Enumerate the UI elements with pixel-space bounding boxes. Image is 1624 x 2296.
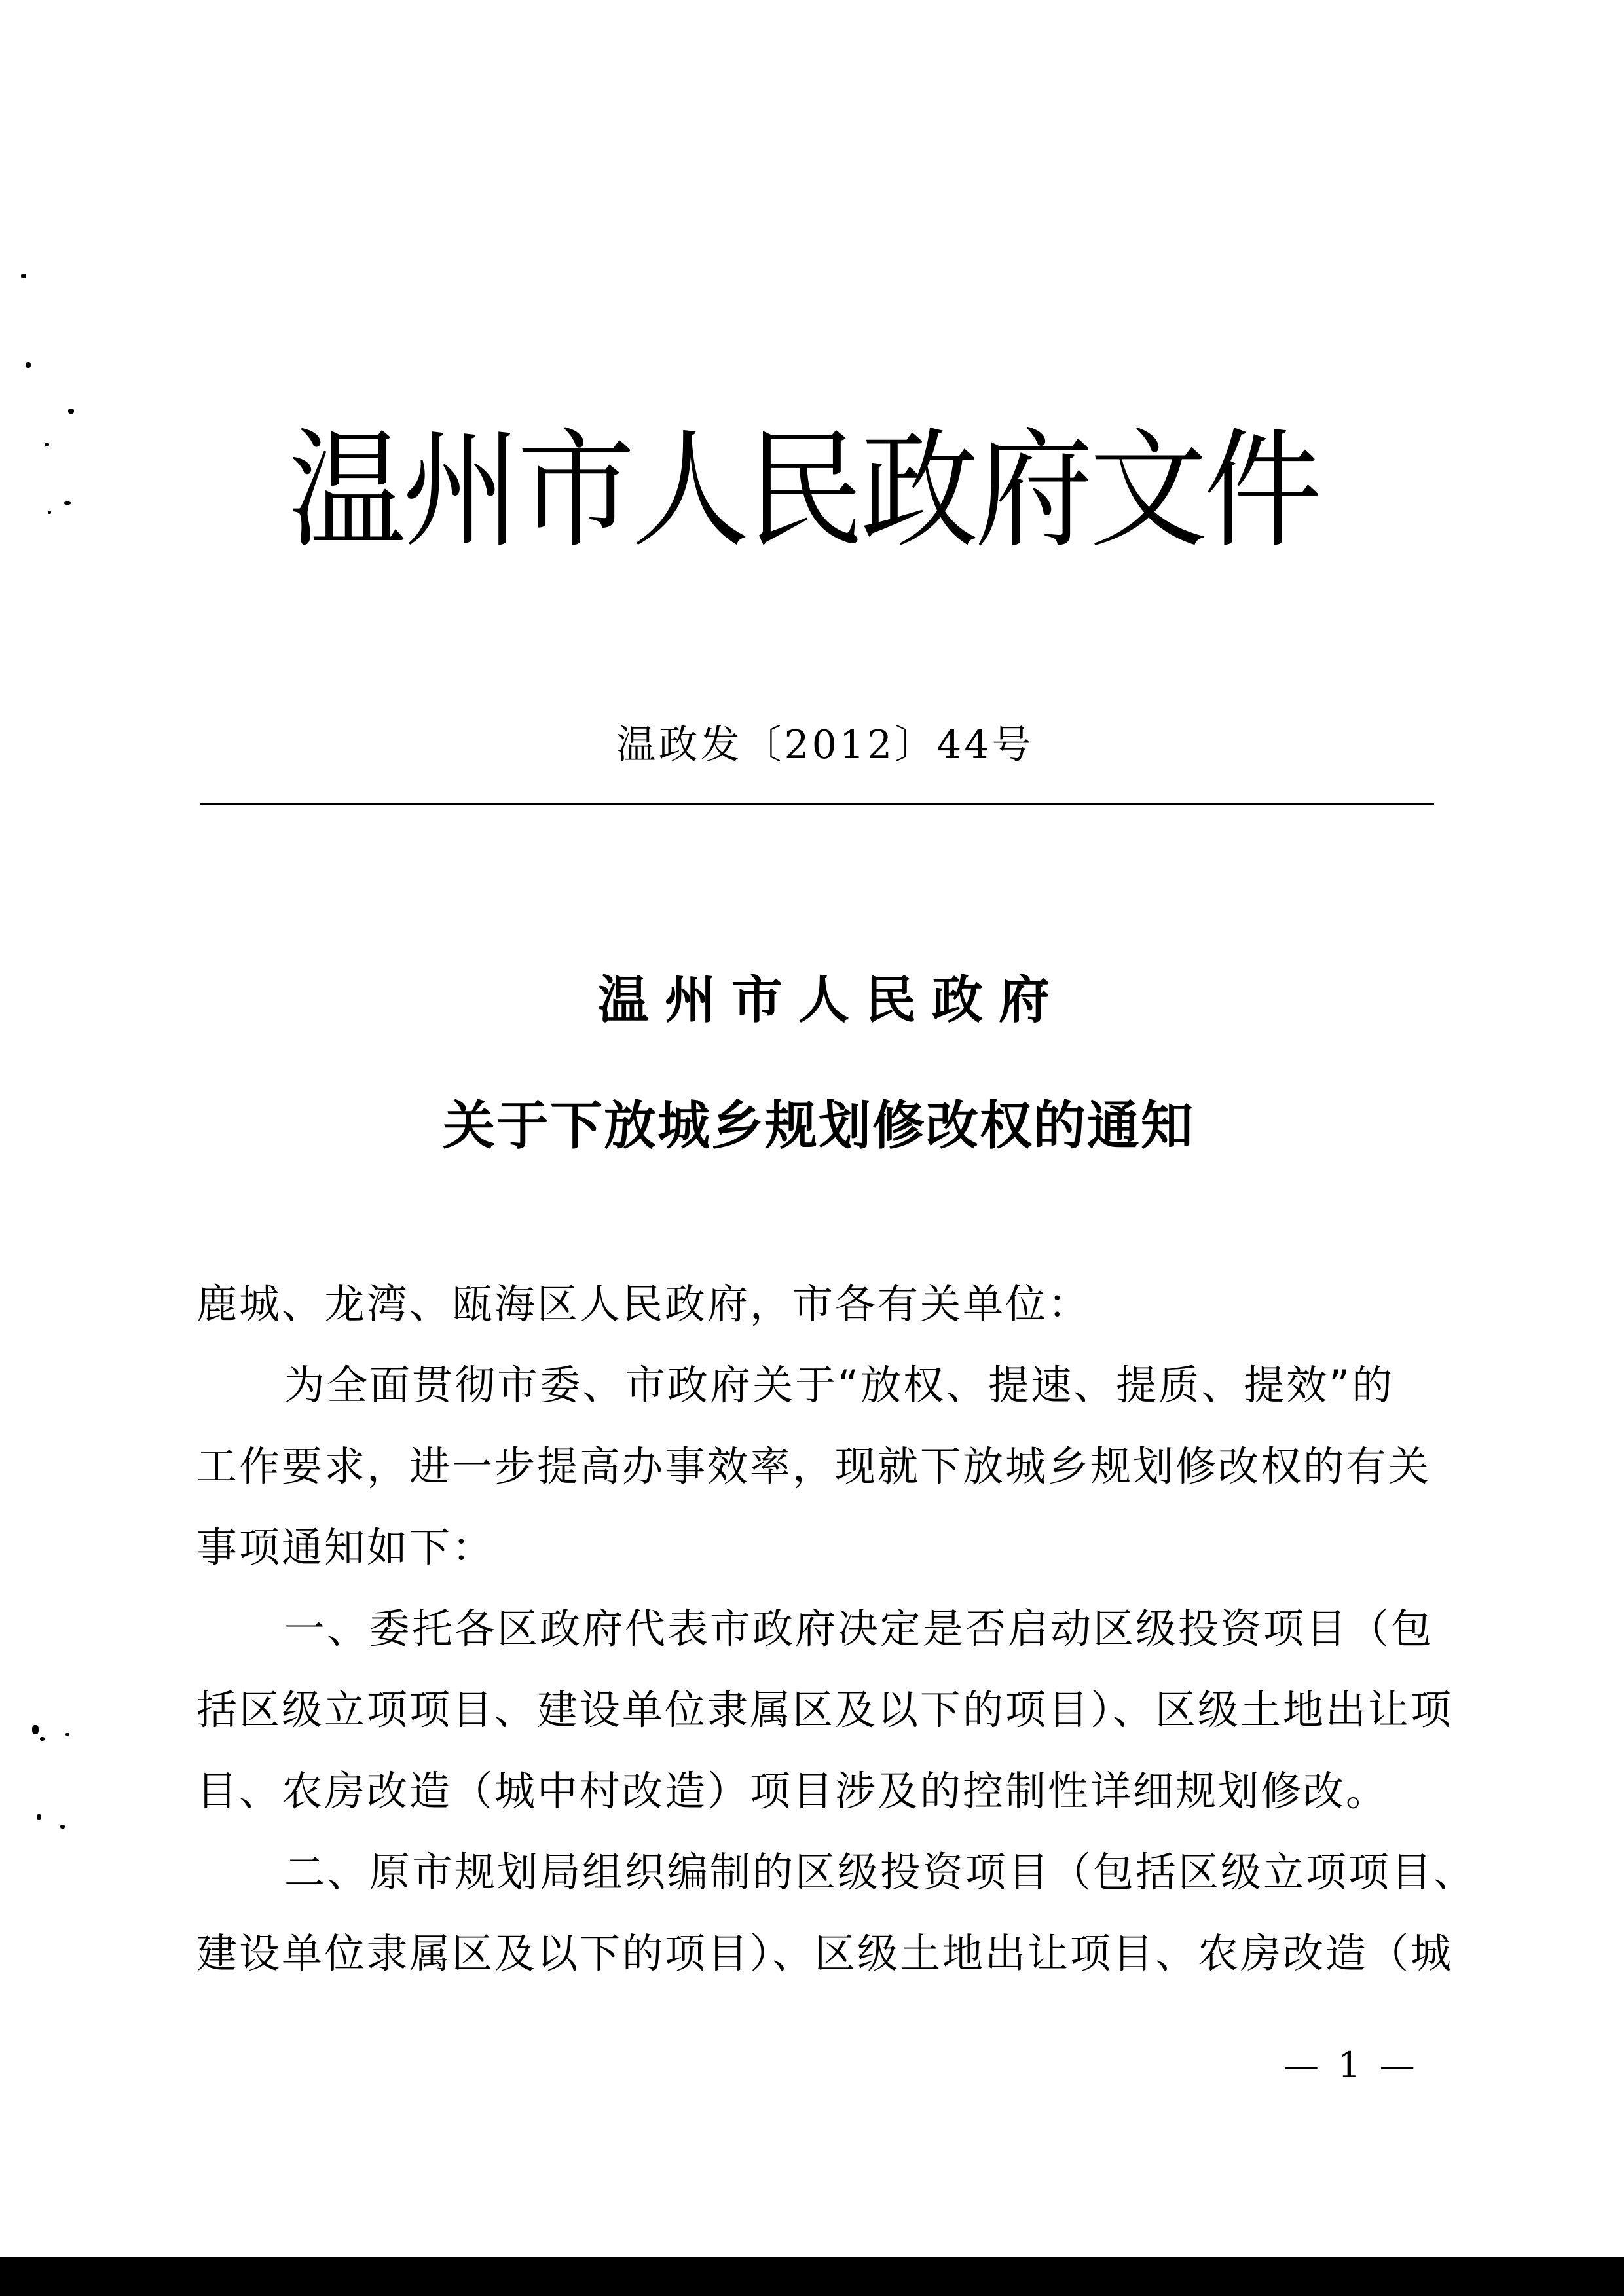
paragraph-line: 括区级立项项目、建设单位隶属区及以下的项目）、区级土地出让项 [196, 1686, 1454, 1734]
scan-speck [21, 274, 26, 278]
scan-speck [32, 1725, 39, 1734]
title-subject: 关于下放城乡规划修改权的通知 [443, 1095, 1194, 1156]
scan-speck [60, 1825, 65, 1829]
masthead-title: 温州市人民政府文件 [288, 416, 1319, 566]
document-body [196, 1264, 1477, 1994]
paragraph-line: 建设单位隶属区及以下的项目）、区级土地出让项目、农房改造（城 [196, 1929, 1454, 1977]
salutation [196, 1264, 1441, 1345]
document-number: 温政发〔2012〕44号 [616, 722, 1034, 768]
page-number: — 1 — [1283, 2045, 1419, 2086]
paragraph-intro [196, 1345, 1441, 1588]
scan-speck [40, 1737, 45, 1741]
scan-speck [65, 1733, 69, 1736]
paragraph-item-1 [196, 1588, 1454, 1832]
header-divider [200, 803, 1434, 805]
paragraph-line: 为全面贯彻市委、市政府关于“放权、提速、提质、提效”的 [284, 1361, 1395, 1409]
paragraph-line: 事项通知如下： [196, 1523, 495, 1571]
paragraph-line: 二、原市规划局组织编制的区级投资项目（包括区级立项项目、 [284, 1848, 1477, 1896]
scan-speck [26, 362, 31, 368]
scan-speck [48, 511, 51, 514]
paragraph-line: 一、委托各区政府代表市政府决定是否启动区级投资项目（包 [284, 1605, 1434, 1652]
salutation-text: 鹿城、龙湾、瓯海区人民政府，市各有关单位： [196, 1280, 1091, 1328]
scan-speck [37, 1814, 41, 1820]
paragraph-line: 工作要求，进一步提高办事效率，现就下放城乡规划修改权的有关 [196, 1442, 1431, 1490]
scan-edge-bar [0, 2257, 1624, 2296]
scan-speck [68, 409, 74, 414]
scan-speck [64, 501, 71, 505]
paragraph-item-2 [196, 1832, 1477, 1994]
paragraph-line: 目、农房改造（城中村改造）项目涉及的控制性详细规划修改。 [196, 1767, 1389, 1815]
scan-speck [45, 443, 49, 446]
title-issuer: 温州市人民政府 [597, 971, 1065, 1030]
